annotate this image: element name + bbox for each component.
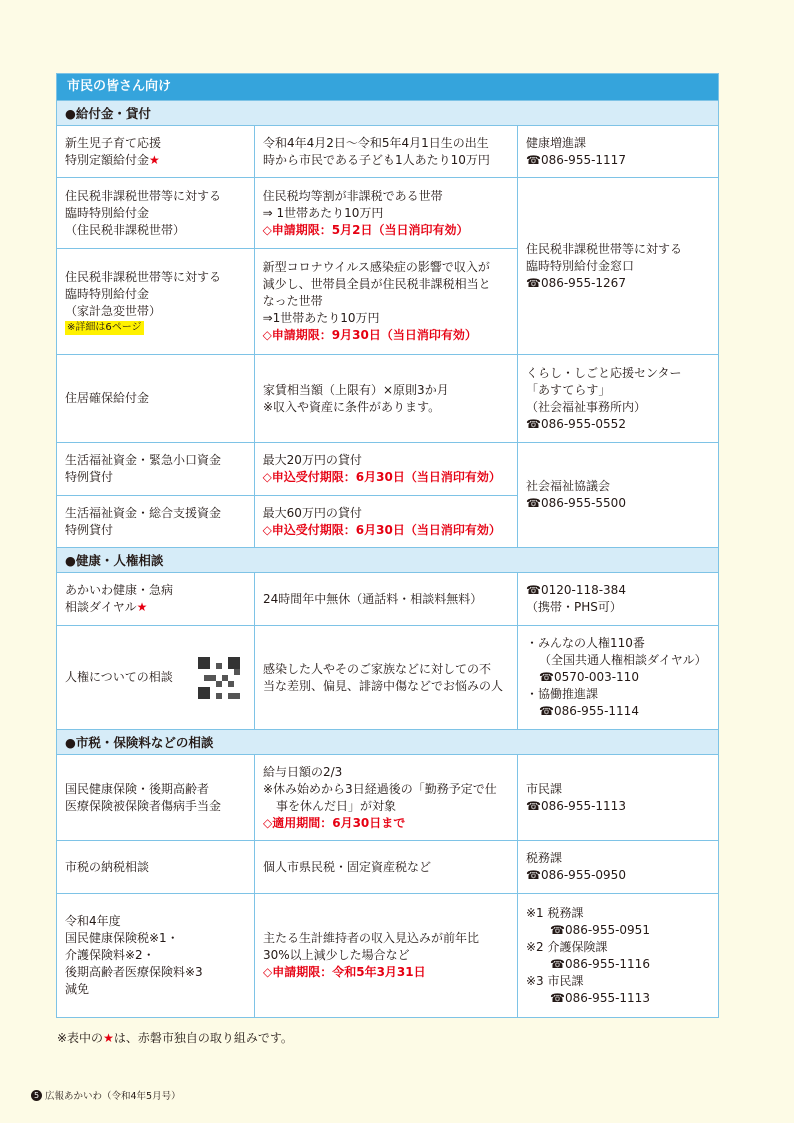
phone-number[interactable]: ☎0120-118-384: [526, 583, 626, 597]
phone-number[interactable]: ☎086-955-1113: [550, 990, 650, 1005]
table-row: [57, 125, 718, 177]
item-contact: くらし・しごと応援センター 「あすてらす」 （社会福祉事務所内） ☎086-955-0552: [518, 355, 718, 442]
item-detail: 個人市県民税・固定資産税など: [255, 841, 518, 893]
item-contact: 税務課 ☎086-955-0950: [518, 841, 718, 893]
item-name: 住民税非課税世帯等に対する 臨時特別給付金 （家計急変世帯） ※詳細は6ページ: [57, 249, 255, 354]
item-detail: 感染した人やそのご家族などに対しての不 当な差別、偏見、誹謗中傷などでお悩みの人: [255, 626, 518, 729]
phone-number[interactable]: ☎086-955-0950: [526, 868, 626, 882]
item-detail: 家賃相当額（上限有）×原則3か月 ※収入や資産に条件があります。: [255, 355, 518, 442]
phone-number[interactable]: ☎086-955-1113: [526, 798, 626, 813]
item-name: 生活福祉資金・総合支援資金 特例貸付: [57, 496, 255, 547]
phone-number[interactable]: ☎0570-003-110: [539, 670, 639, 684]
phone-number[interactable]: ☎086-955-0951: [550, 922, 650, 937]
item-contact: 社会福祉協議会 ☎086-955-5500: [518, 443, 718, 547]
table-row: [57, 625, 718, 729]
item-detail: 住民税均等割が非課税である世帯 ⇒ 1世帯あたり10万円 ◇申請期限：5月2日（当日消印有効）: [262, 188, 469, 237]
item-detail: 最大60万円の貸付 ◇申込受付期限：6月30日（当日消印有効）: [262, 505, 501, 537]
table-row: [57, 893, 718, 1017]
item-name: 市税の納税相談: [57, 841, 255, 893]
item-detail: 24時間年中無休（通話料・相談料無料）: [255, 573, 518, 625]
section-benefits: ●給付金・貸付: [57, 100, 718, 125]
merged-rows: [57, 177, 718, 354]
item-detail: 新型コロナウイルス感染症の影響で収入が 減少し、世帯員全員が住民税非課税相当と なった世帯 ⇒1世帯あたり10万円 ◇申請期限：9月30日（当日消印有効）: [262, 260, 491, 342]
item-detail: 最大20万円の貸付 ◇申込受付期限：6月30日（当日消印有効）: [262, 453, 501, 484]
table-row: [57, 840, 718, 893]
table-header: 市民の皆さん向け: [57, 74, 718, 100]
detail-note: ※詳細は6ページ: [67, 321, 142, 333]
item-name: 人権についての相談: [57, 626, 255, 729]
star-mark-icon: ★: [149, 152, 160, 167]
footnote: ※表中の★は、赤磐市独自の取り組みです。: [57, 1031, 293, 1045]
table-row: [57, 443, 517, 495]
table-row: [57, 248, 517, 354]
table-row: [57, 754, 718, 840]
item-contact: 市民課 ☎086-955-1113: [518, 755, 718, 840]
item-detail: 主たる生計維持者の収入見込みが前年比 30%以上減少した場合など ◇申請期限：令和5年3月31日: [255, 894, 518, 1017]
item-name: 住居確保給付金: [57, 355, 255, 442]
table-row: [57, 495, 517, 547]
item-name: あかいわ健康・急病 相談ダイヤル★: [57, 573, 255, 625]
star-mark-icon: ★: [136, 600, 148, 614]
item-name: 生活福祉資金・緊急小口資金 特例貸付: [57, 443, 255, 495]
phone-number[interactable]: ☎086-955-1114: [539, 704, 639, 718]
item-detail: 給与日額の2/3 ※休み始めから3日経過後の「勤務予定で仕 事を休んだ日」が対象 ◇適用期間：6月30日まで: [255, 755, 518, 840]
section-tax: ●市税・保険料などの相談: [57, 729, 718, 754]
item-name: 国民健康保険・後期高齢者 医療保険被保険者傷病手当金: [57, 755, 255, 840]
phone-number[interactable]: ☎086-955-1117: [526, 152, 626, 167]
phone-number[interactable]: ☎086-955-0552: [526, 416, 626, 431]
item-name: 新生児子育て応援 特別定額給付金★: [57, 126, 255, 177]
page-footer: [31, 1088, 181, 1102]
item-contact: ※1 税務課 ☎086-955-0951 ※2 介護保険課 ☎086-955-1116 ※3 市民課 ☎086-955-1113: [518, 894, 718, 1017]
item-name: 令和4年度 国民健康保険税※1・ 介護保険料※2・ 後期高齢者医療保険料※3 減免: [57, 894, 255, 1017]
phone-number[interactable]: ☎086-955-5500: [526, 496, 626, 510]
phone-number[interactable]: ☎086-955-1267: [526, 275, 626, 290]
star-mark-icon: ★: [103, 1031, 114, 1045]
table-row: [57, 572, 718, 625]
info-table: [56, 73, 719, 1018]
item-detail: 令和4年4月2日～令和5年4月1日生の出生 時から市民である子ども1人あたり10万円: [255, 126, 518, 177]
qr-code-icon[interactable]: [198, 657, 240, 699]
phone-number[interactable]: ☎086-955-1116: [550, 956, 650, 971]
table-row: [57, 178, 517, 248]
merged-rows: [57, 442, 718, 547]
table-row: [57, 354, 718, 442]
item-name: 住民税非課税世帯等に対する 臨時特別給付金 （住民税非課税世帯）: [57, 178, 255, 248]
item-contact: 健康増進課 ☎086-955-1117: [518, 126, 718, 177]
publication-label: 広報あかいわ（令和4年5月号）: [45, 1091, 181, 1102]
item-contact: 住民税非課税世帯等に対する 臨時特別給付金窓口 ☎086-955-1267: [518, 178, 718, 354]
item-contact: ・みんなの人権110番 （全国共通人権相談ダイヤル） ☎0570-003-110 ・協働推進課 ☎086-955-1114: [518, 626, 718, 729]
section-health: ●健康・人権相談: [57, 547, 718, 572]
item-contact: ☎0120-118-384 （携帯・PHS可）: [518, 573, 718, 625]
page-number: 5: [31, 1090, 42, 1101]
